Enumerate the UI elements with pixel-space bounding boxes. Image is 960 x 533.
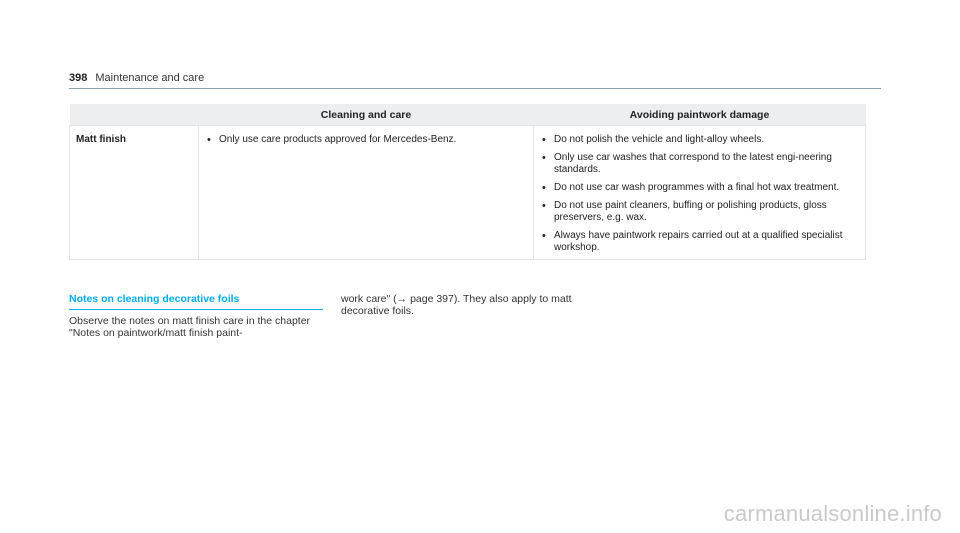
table-header-row [70,104,866,126]
list-item: • Only use car washes that correspond to the latest engi-neering standards. [554,152,859,176]
care-table [69,104,866,260]
list-item: • Always have paintwork repairs carried out at a qualified specialist workshop. [554,230,859,254]
table-header-cleaning: Cleaning and care [199,104,534,126]
row-label-matt-finish: Matt finish [70,126,199,260]
paragraph-left: Observe the notes on matt finish care in the chapter "Notes on paintwork/matt finish paint- [69,315,311,339]
page-header [69,72,881,89]
list-item: • Do not polish the vehicle and light-alloy wheels. [554,134,859,146]
section-title: Maintenance and care [95,72,205,84]
table-row [70,126,866,260]
table-header-empty [70,104,199,126]
paragraph-right: work care" (→ page 397). They also apply to matt decorative foils. [341,293,572,317]
cleaning-cell [199,126,534,260]
list-item: • Only use care products approved for Mercedes-Benz. [219,134,527,146]
section-heading: Notes on cleaning decorative foils [69,293,323,310]
list-item: • Do not use car wash programmes with a final hot wax treatment. [554,182,859,194]
list-item: • Do not use paint cleaners, buffing or polishing products, gloss preservers, e.g. wax. [554,200,859,224]
watermark: carmanualsonline.info [723,501,942,526]
page-number: 398 [69,72,88,84]
avoiding-list [540,134,859,254]
avoiding-cell [534,126,866,260]
cleaning-list [205,134,527,146]
table-header-avoiding: Avoiding paintwork damage [534,104,866,126]
